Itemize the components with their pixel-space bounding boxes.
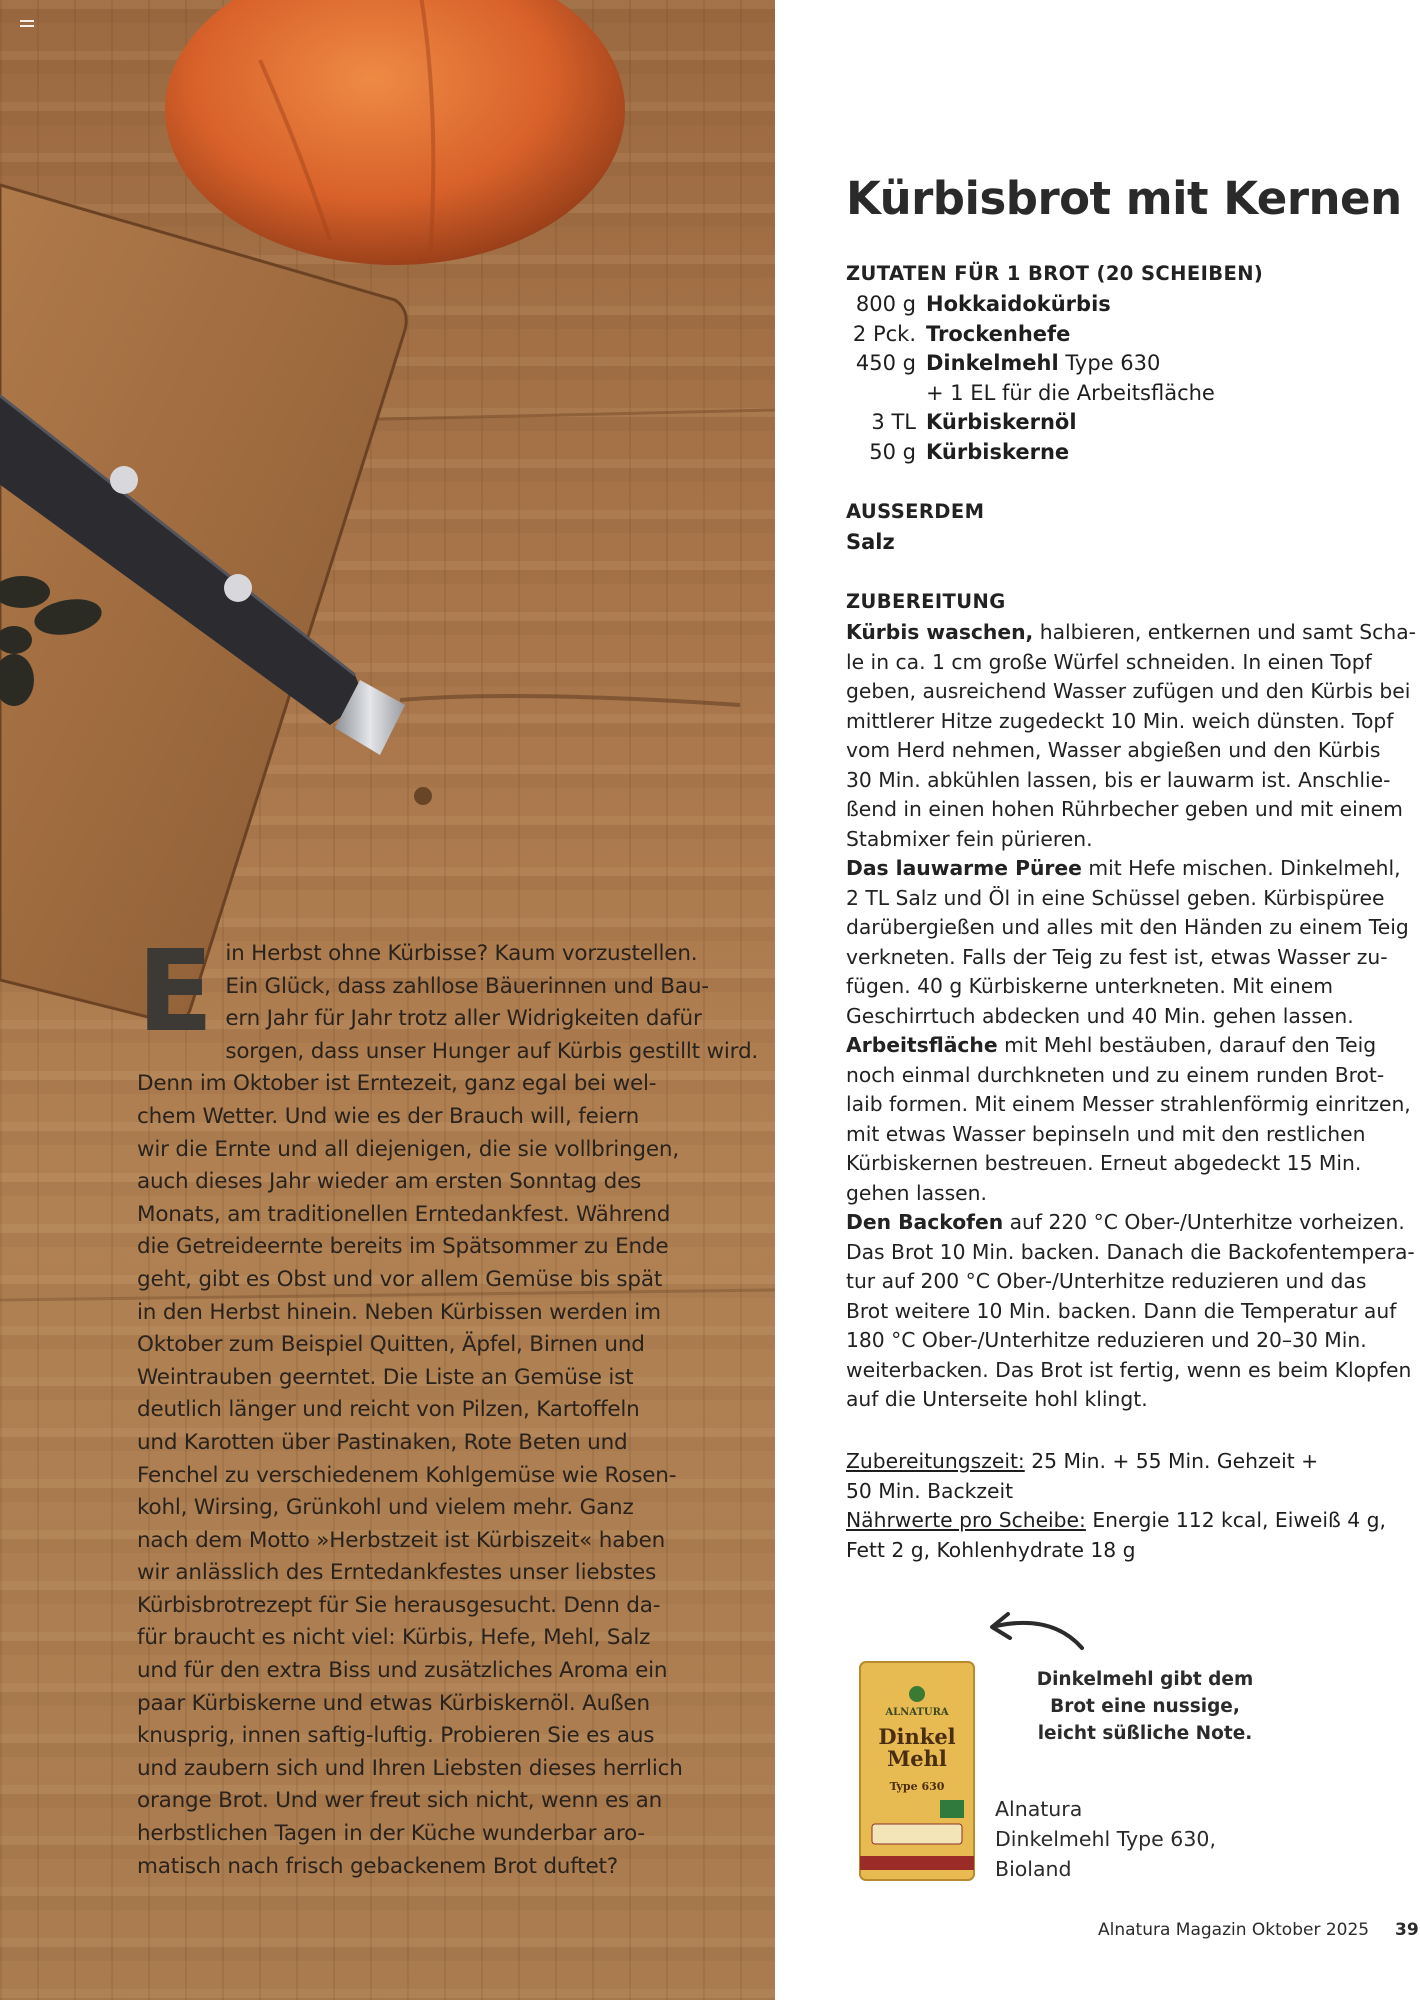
ingredient-qty: 3 TL [871,410,916,434]
ingredient-row [846,320,1420,350]
recipe-title: Kürbisbrot mit Kernen [846,172,1402,225]
prep-line-text: halbieren, entkernen und samt Scha- [1033,620,1416,644]
prep-line-text: Stabmixer fein pürieren. [846,826,1093,851]
intro-line: Kürbisbrotrezept für Sie herausgesucht. Denn da- [137,1592,661,1618]
note-line: Dinkelmehl gibt dem [1036,1669,1254,1690]
prep-step-lead: Arbeitsfläche [846,1033,998,1057]
ingredient-row [846,349,1420,379]
prep-line-text: 30 Min. abkühlen lassen, bis er lauwarm ist. Anschlie- [846,767,1391,792]
intro-line: und für den extra Biss und zusätzliches Aroma ein [137,1658,668,1684]
prep-line-text: noch einmal durchkneten und zu einem runden Brot- [846,1062,1385,1087]
intro-line: für braucht es nicht viel: Kürbis, Hefe, Mehl, Salz [137,1625,651,1651]
nutrition-value: Energie 112 kcal, Eiweiß 4 g, [1085,1508,1386,1532]
ingredient-qty [846,379,926,409]
prep-line [846,1297,1420,1327]
prep-line-text: auf die Unterseite hohl klingt. [846,1387,1148,1411]
pack-type: Type 630 [889,1780,945,1793]
prep-line [846,1179,1420,1209]
intro-line: deutlich länger und reicht von Pilzen, Kartoffeln [137,1397,640,1423]
pack-line2: Mehl [887,1746,947,1771]
ingredient-name: Trockenhefe [926,321,1071,346]
intro-line: nach dem Motto »Herbstzeit ist Kürbiszeit« haben [137,1527,666,1553]
intro-line: kohl, Wirsing, Grünkohl und vielem mehr. Ganz [137,1495,634,1521]
intro-line: knusprig, innen saftig-luftig. Probieren Sie es aus [137,1723,655,1749]
prep-line [846,913,1420,943]
intro-line: die Getreideernte bereits im Spätsommer zu Ende [137,1234,669,1260]
prep-line-text: geben, ausreichend Wasser zufügen und den Kürbis bei [846,679,1411,703]
prep-line-text: weiterbacken. Das Brot ist fertig, wenn es beim Klopfen [846,1357,1412,1382]
prep-line-text: fügen. 40 g Kürbiskerne unterkneten. Mit einem [846,974,1333,998]
prep-line [846,795,1420,825]
intro-line: matisch nach frisch gebackenem Brot duftet? [137,1853,618,1879]
prep-line [846,884,1420,914]
prep-line [846,1238,1420,1268]
prep-line [846,677,1420,707]
prep-time [846,1447,1386,1477]
prep-step-lead: Das lauwarme Püree [846,856,1082,880]
ingredients-heading: ZUTATEN FÜR 1 BROT (20 SCHEIBEN) [846,262,1264,285]
intro-line: Ein Glück, dass zahllose Bäuerinnen und Bau- [225,973,709,999]
knife-rivet [224,574,252,602]
magazine-footer: Alnatura Magazin Oktober 2025 [1098,1920,1370,1940]
prep-line-text: 180 °C Ober-/Unterhitze reduzieren und 20–30 Min. [846,1328,1367,1352]
ingredient-qty: 800 g [855,292,916,316]
intro-line: wir anlässlich des Erntedankfestes unser liebstes [137,1560,657,1586]
prep-step-lead: Den Backofen [846,1210,1004,1234]
ingredient-qty: 450 g [855,351,916,375]
knife-rivet [110,466,138,494]
prep-line [846,1385,1420,1415]
curved-arrow-left-icon [982,1606,1092,1656]
ingredient-qty: 2 Pck. [852,321,916,346]
intro-line: orange Brot. Und wer freut sich nicht, wenn es an [137,1788,663,1814]
nutrition [846,1506,1386,1536]
intro-line: Monats, am traditionellen Erntedankfest. Während [137,1201,671,1227]
pack-line1: Dinkel [878,1724,956,1749]
prep-line [846,1267,1420,1297]
prep-line-text: le in ca. 1 cm große Würfel schneiden. In einen Topf [846,649,1372,674]
pack-label [872,1824,962,1844]
intro-line: herbstlichen Tagen in der Küche wunderbar aro- [137,1821,645,1847]
prep-line-text: auf 220 °C Ober-/Unterhitze vorheizen. [1003,1210,1405,1234]
ingredient-row [846,379,1420,409]
prep-line-text: ßend in einen hohen Rührbecher geben und mit einem [846,797,1403,821]
prep-line [846,1031,1420,1061]
wood-knot [414,787,432,805]
prep-time-value: 25 Min. + 55 Min. Gehzeit + [1024,1449,1319,1473]
pack-band [860,1856,974,1870]
prep-line-text: Geschirrtuch abdecken und 40 Min. gehen lassen. [846,1003,1354,1028]
product-name-line: Alnatura [995,1797,1083,1821]
prep-heading: ZUBEREITUNG [846,590,1006,613]
prep-line-text: tur auf 200 °C Ober-/Unterhitze reduzieren und das [846,1269,1367,1293]
product-name [995,1794,1216,1884]
intro-line: Weintrauben geerntet. Die Liste an Gemüse ist [137,1364,634,1390]
prep-line-text: gehen lassen. [846,1180,987,1205]
recipe-facts [846,1447,1386,1565]
prep-line-text: Das Brot 10 Min. backen. Danach die Backofentempera- [846,1239,1415,1264]
ingredient-row [846,290,1420,320]
prep-line [846,618,1420,648]
prep-line-text: mit Mehl bestäuben, darauf den Teig [997,1033,1377,1057]
prep-line-text: mittlerer Hitze zugedeckt 10 Min. weich dünsten. Topf [846,708,1394,733]
wood-crack [400,696,740,705]
ingredient-name: Kürbiskerne [926,439,1070,464]
ingredient-name: Kürbiskernöl [926,410,1077,434]
intro-line: in Herbst ohne Kürbisse? Kaum vorzustellen. [225,941,698,966]
prep-line [846,648,1420,678]
intro-line: Oktober zum Beispiel Quitten, Äpfel, Birnen und [137,1332,645,1358]
prep-line [846,825,1420,855]
ingredient-extra: + 1 EL für die Arbeitsfläche [926,380,1215,405]
prep-line-text: darübergießen und alles mit den Händen zu einem Teig [846,915,1409,939]
prep-line-text: mit etwas Wasser bepinseln und mit den restlichen [846,1121,1366,1146]
pack-brand: ALNATURA [885,1707,949,1718]
page-number: 39 [1395,1920,1419,1940]
prep-line [846,736,1420,766]
product-note [1010,1666,1280,1747]
prep-line [846,766,1420,796]
ingredient-qty: 50 g [869,439,916,464]
prep-line [846,854,1420,884]
prep-time-label: Zubereitungszeit: [846,1449,1025,1473]
prep-line [846,1061,1420,1091]
intro-line: wir die Ernte und all diejenigen, die sie vollbringen, [137,1136,679,1162]
prep-line [846,1090,1420,1120]
brand-logo-icon [909,1686,925,1702]
intro-line: auch dieses Jahr wieder am ersten Sonntag des [137,1169,642,1195]
prep-line-text: verkneten. Falls der Teig zu fest ist, etwas Wasser zu- [846,944,1388,969]
extra-item: Salz [846,530,895,554]
prep-line [846,1002,1420,1032]
prep-line [846,1120,1420,1150]
prep-line [846,1149,1420,1179]
prep-line-text: vom Herd nehmen, Wasser abgießen und den Kürbis [846,738,1381,762]
note-line: leicht süßliche Note. [1037,1723,1253,1744]
drop-cap: E [137,927,214,1057]
product-name-line: Dinkelmehl Type 630, [995,1827,1216,1851]
prep-line [846,1208,1420,1238]
nutrition-label: Nährwerte pro Scheibe: [846,1508,1086,1532]
note-line: Brot eine nussige, [1050,1696,1240,1717]
prep-line-text: mit Hefe mischen. Dinkelmehl, [1081,856,1401,880]
prep-line-text: Kürbiskernen bestreuen. Erneut abgedeckt 15 Min. [846,1151,1362,1175]
eu-organic-icon [940,1800,964,1818]
intro-line: paar Kürbiskerne und etwas Kürbiskernöl. Außen [137,1690,650,1716]
flour-package-image [858,1660,976,1882]
intro-line: ern Jahr für Jahr trotz aller Widrigkeiten dafür [225,1006,702,1032]
prep-line [846,707,1420,737]
prep-step-lead: Kürbis waschen, [846,620,1034,644]
ingredient-name: Dinkelmehl [926,351,1059,375]
intro-line: Fenchel zu verschiedenem Kohlgemüse wie Rosen- [137,1462,677,1488]
extra-heading: AUSSERDEM [846,500,985,523]
prep-time-value-cont: 50 Min. Backzeit [846,1478,1014,1503]
prep-line [846,1356,1420,1386]
nutrition-value-cont: Fett 2 g, Kohlenhydrate 18 g [846,1537,1136,1562]
prep-line-text: 2 TL Salz und Öl in eine Schüssel geben. Kürbispüree [846,885,1385,910]
hamburger-menu-icon[interactable] [20,20,34,32]
ingredient-row [846,438,1420,468]
intro-line: sorgen, dass unser Hunger auf Kürbis gestillt wird. [225,1038,759,1064]
intro-line: und Karotten über Pastinaken, Rote Beten und [137,1429,628,1455]
prep-line [846,1326,1420,1356]
prep-text [846,618,1420,1415]
ingredient-extra: Type 630 [1058,351,1161,375]
prep-line-text: laib formen. Mit einem Messer strahlenförmig einritzen, [846,1092,1411,1116]
intro-line: Denn im Oktober ist Erntezeit, ganz egal bei wel- [137,1071,657,1097]
intro-line: und zaubern sich und Ihren Liebsten dieses herrlich [137,1755,683,1781]
prep-line [846,943,1420,973]
ingredient-row [846,408,1420,438]
product-name-line: Bioland [995,1857,1072,1881]
prep-line-text: Brot weitere 10 Min. backen. Dann die Temperatur auf [846,1298,1397,1323]
intro-line: chem Wetter. Und wie es der Brauch will, feiern [137,1103,640,1129]
ingredient-name: Hokkaidokürbis [926,292,1111,316]
intro-line: in den Herbst hinein. Neben Kürbissen werden im [137,1299,661,1325]
ingredient-list [846,290,1420,467]
pumpkin [165,0,625,265]
intro-text [137,927,759,1883]
intro-line: geht, gibt es Obst und vor allem Gemüse bis spät [137,1266,663,1292]
prep-line [846,972,1420,1002]
